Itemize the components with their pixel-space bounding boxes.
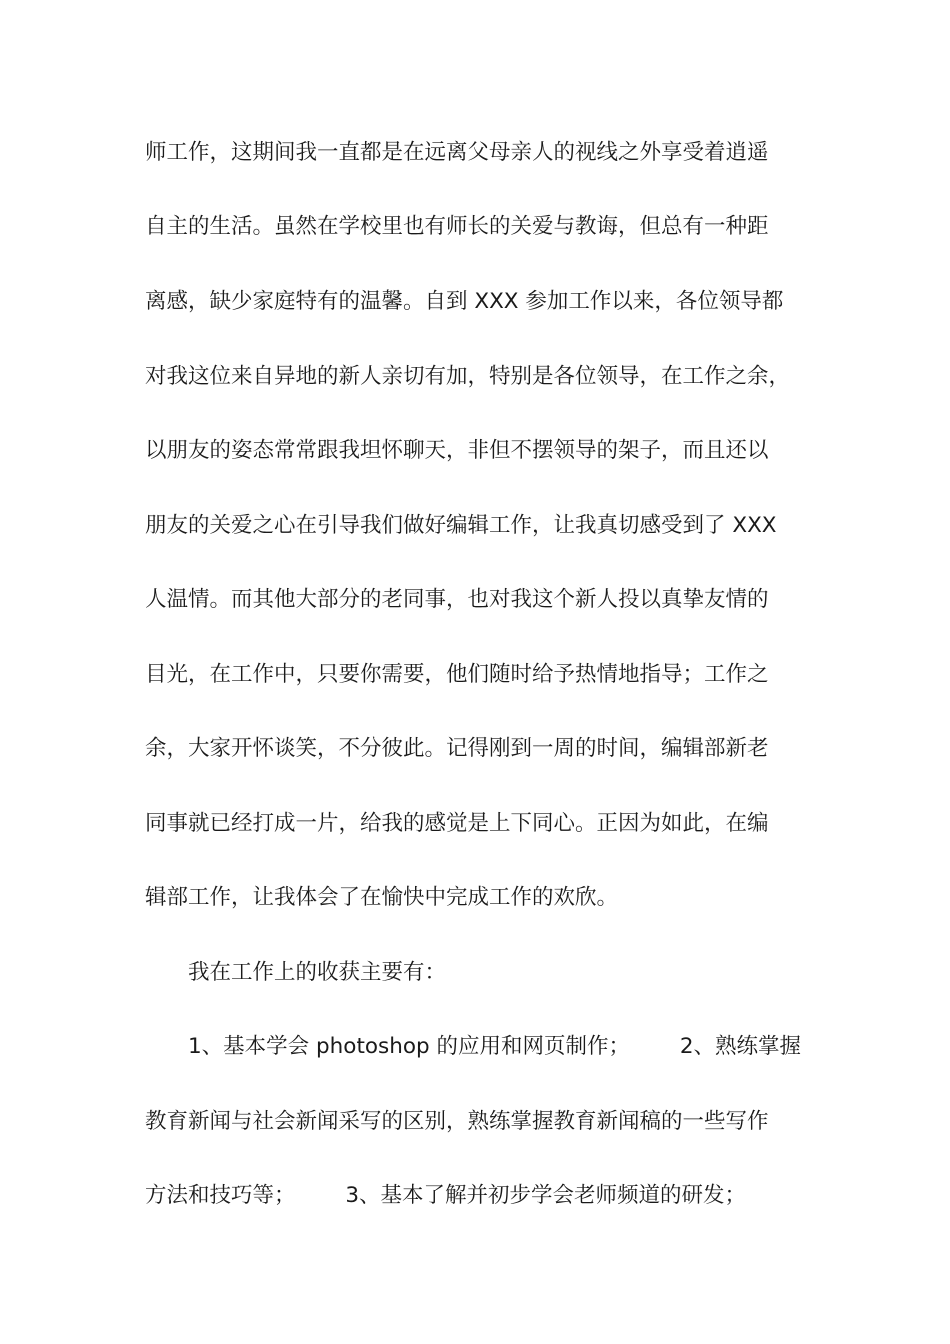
body-text-line: 以朋友的姿态常常跟我坦怀聊天，非但不摆领导的架子，而且还以 (145, 438, 769, 463)
body-text-line: 朋友的关爱之心在引导我们做好编辑工作，让我真切感受到了 XXX (145, 513, 777, 538)
section-intro-line: 我在工作上的收获主要有： (188, 960, 447, 985)
body-text-line: 对我这位来自异地的新人亲切有加，特别是各位领导，在工作之余， (145, 364, 791, 389)
body-text-line: 自主的生活。虽然在学校里也有师长的关爱与教诲，但总有一种距 (145, 214, 769, 239)
body-text-line: 师工作，这期间我一直都是在远离父母亲人的视线之外享受着逍遥 (145, 140, 769, 165)
body-text-line: 目光，在工作中，只要你需要，他们随时给予热情地指导；工作之 (145, 662, 769, 687)
body-text-line: 离感，缺少家庭特有的温馨。自到 XXX 参加工作以来，各位领导都 (145, 289, 784, 314)
list-item-line: 教育新闻与社会新闻采写的区别，熟练掌握教育新闻稿的一些写作 (145, 1109, 769, 1134)
body-text-line: 人温情。而其他大部分的老同事，也对我这个新人投以真挚友情的 (145, 587, 769, 612)
list-item-line: 方法和技巧等； 3、基本了解并初步学会老师频道的研发； (145, 1183, 747, 1208)
body-text-line: 同事就已经打成一片，给我的感觉是上下同心。正因为如此，在编 (145, 811, 769, 836)
list-item-line: 1、基本学会 photoshop 的应用和网页制作； 2、熟练掌握 (188, 1034, 802, 1059)
body-text-line: 辑部工作，让我体会了在愉快中完成工作的欢欣。 (145, 885, 619, 910)
body-text-line: 余，大家开怀谈笑，不分彼此。记得刚到一周的时间，编辑部新老 (145, 736, 769, 761)
